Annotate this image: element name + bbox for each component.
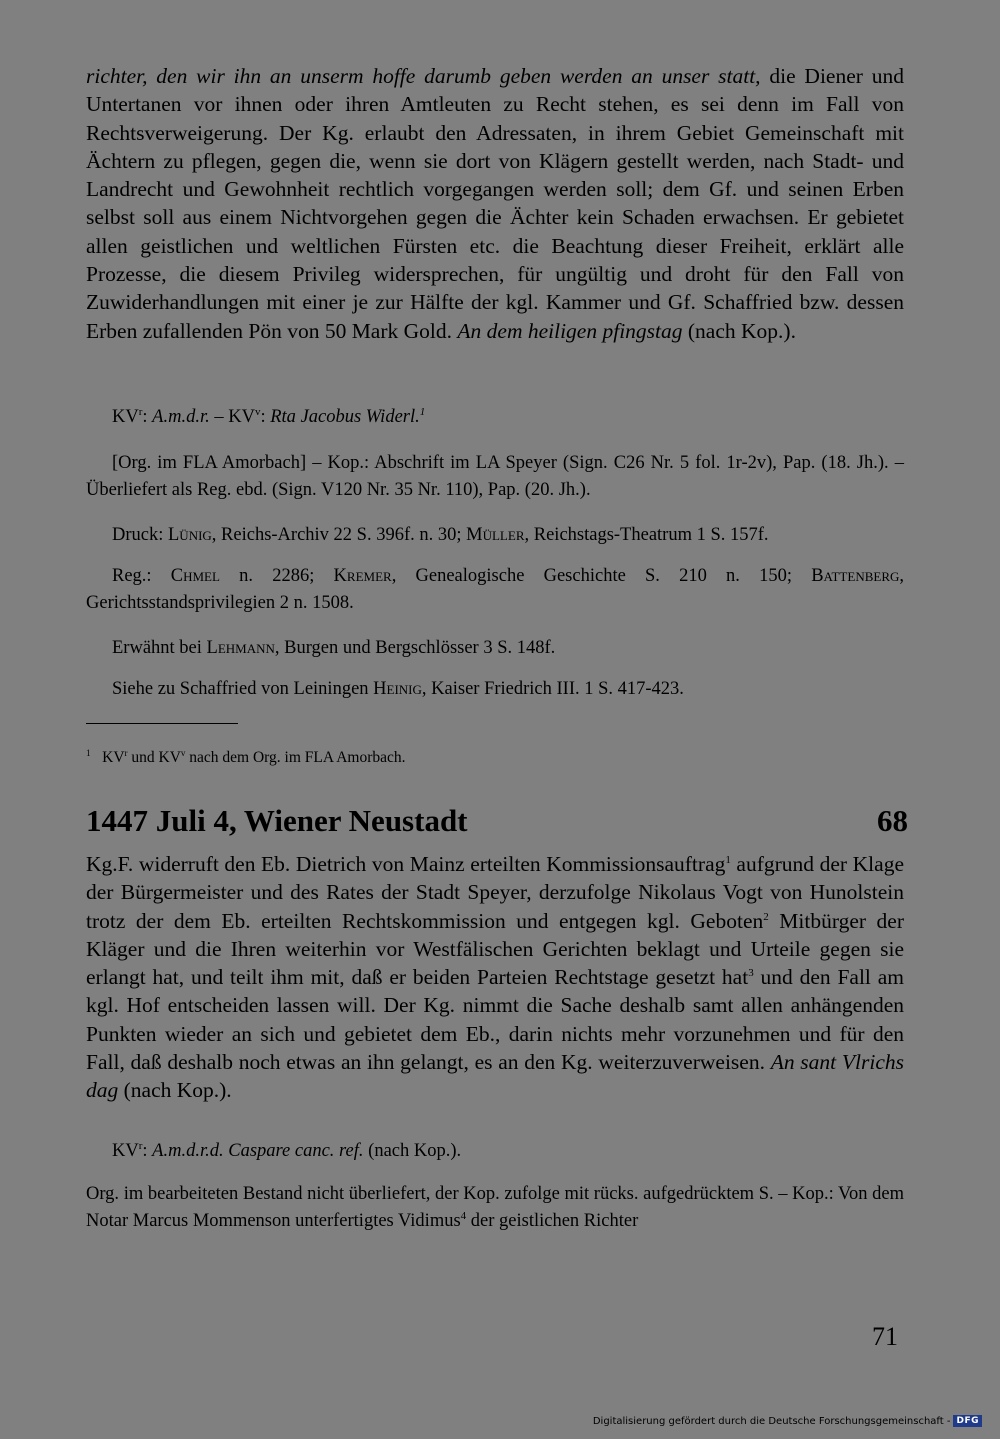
footnote-divider — [86, 723, 238, 724]
summary-text: die Diener und Untertanen vor ihnen oder ihren Amtleuten zu Recht stehen, es sei denn im Fall von Rechtsverweigerung. Der Kg. erlaubt den Adressaten, in ihrem Gebiet Gemeinschaft mit Ächtern zu pflegen, gegen die, wenn sie dort von Klägern gestellt werden, nach Stadt- und Landrecht und Gewohnheit rechtlich vorgegangen werden soll; dem Gf. und seinen Erben selbst soll aus einem Nichtvorgehen gegen die Ächter kein Schaden erwachsen. Er gebietet allen geistlichen und weltlichen Fürsten etc. die Beachtung dieser Freiheit, erklärt alle Prozesse, die diesem Privileg widersprechen, für ungültig und droht für den Fall von Zuwiderhandlungen mit einer je zur Hälfte der kgl. Kammer und Gf. Schaffried bzw. dessen Erben zufallenden Pön von 50 Mark Gold. — [86, 64, 904, 343]
entry-date-place: 1447 Juli 4, Wiener Neustadt — [86, 803, 468, 838]
continued-summary-paragraph — [86, 62, 904, 345]
date-quote-italic: An dem heiligen pfingstag — [457, 318, 683, 343]
entry-kanzleivermerk: $KV^r$: A.m.d.r.d. Caspare canc. ref. (nach Kop.). — [112, 1139, 462, 1161]
kanzleivermerk-line: $KV^r$: A.m.d.r. – $KV^v$: Rta Jacobus Widerl.$^1$ — [112, 405, 426, 427]
dfg-logo: DFG — [953, 1415, 982, 1427]
entry-number: 68 — [877, 803, 908, 838]
regest-reference: Reg.: Chmel n. 2286; Kremer, Genealogische Geschichte S. 210 n. 150; Battenberg, Gerichtsstandsprivilegien 2 n. 1508. — [86, 566, 904, 613]
summary-end: (nach Kop.). — [682, 318, 796, 343]
digitization-credit — [593, 1415, 982, 1427]
mention-reference: Erwähnt bei Lehmann, Burgen und Bergschlösser 3 S. 148f. — [112, 638, 556, 658]
quote-italic: richter, den wir ihn an unserm hoffe darumb geben werden an unser statt, — [86, 64, 761, 88]
credit-text: Digitalisierung gefördert durch die Deutsche Forschungsgemeinschaft - — [592, 1415, 951, 1427]
footnote-1: $^1$ $KV^r$ und $KV^v$ nach dem Org. im FLA Amorbach. — [86, 747, 406, 766]
see-also-reference: Siehe zu Schaffried von Leiningen Heinig, Kaiser Friedrich III. 1 S. 417-423. — [112, 679, 684, 699]
print-reference: Druck: Lünig, Reichs-Archiv 22 S. 396f. n. 30; Müller, Reichstags-Theatrum 1 S. 157f. — [112, 525, 769, 545]
entry-original-tradition: Org. im bearbeiteten Bestand nicht überliefert, der Kop. zufolge mit rücks. aufgedrücktem S. – Kop.: Von dem Notar Marcus Mommenson unterfertigtes Vidimus$^4$ der geistlichen Richter — [86, 1184, 904, 1231]
original-tradition: [Org. im FLA Amorbach] – Kop.: Abschrift im LA Speyer (Sign. C26 Nr. 5 fol. 1r-2v), Pap. (18. Jh.). – Überliefert als Reg. ebd. (Sign. V120 Nr. 35 Nr. 110), Pap. (20. Jh.). — [86, 453, 904, 500]
entry-summary-paragraph: Kg.F. widerruft den Eb. Dietrich von Mainz erteilten Kommissionsauftrag$^1$ aufgrund der Klage der Bürgermeister und des Rates der Stadt Speyer, derzufolge Nikolaus Vogt von Hunolstein trotz der dem Eb. erteilten Rechtskommission und entgegen kgl. Geboten$^2$ Mitbürger der Kläger und die Ihren weiterhin vor Westfälischen Gerichten beklagt und Urteile gegen sie erlangt hat, und teilt ihm mit, daß er beiden Parteien Rechtstage gesetzt hat$^3$ und den Fall am kgl. Hof entscheiden lassen will. Der Kg. nimmt die Sache deshalb samt allen anhängenden Punkten wieder an sich und gebietet dem Eb., darin nichts mehr vorzunehmen und für den Fall, daß deshalb noch etwas an ihn gelangt, es an den Kg. weiterzuverweisen. An sant Vlrichs dag (nach Kop.). — [86, 852, 904, 1103]
footnote-ref: 1 — [419, 405, 426, 418]
entry-heading — [86, 801, 908, 841]
page-number: 71 — [872, 1322, 898, 1351]
